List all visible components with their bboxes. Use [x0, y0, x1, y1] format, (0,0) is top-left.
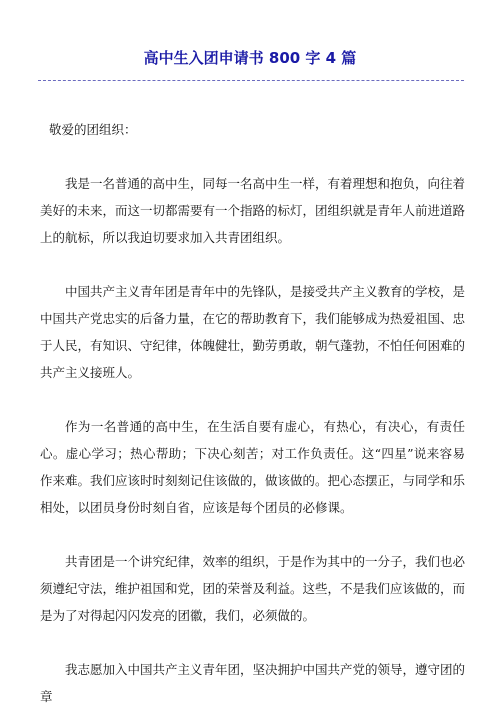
document-title: 高中生入团申请书 800 字 4 篇: [143, 49, 357, 67]
paragraph-2: 中国共产主义青年团是青年中的先锋队，是接受共产主义教育的学校，是中国共产党忠实的后备力量，在它的帮助教育下，我们能够成为热爱祖国、忠于人民，有知识、守纪律，体魄健壮，勤劳勇敢，朝气蓬勃，不怕任何困难的共产主义接班人。: [40, 284, 466, 380]
document-body: [40, 116, 465, 708]
title-divider: [38, 80, 464, 81]
paragraph-5: 我志愿加入中国共产主义青年团，坚决拥护中国共产党的领导，遵守团的章: [40, 662, 466, 704]
paragraph-3: 作为一名普通的高中生，在生活自要有虚心，有热心，有决心，有责任心。虚心学习；热心帮助；下决心刻苦；对工作负责任。这“四星”说来容易作来难。我们应该时时刻刻记住该做的，做该做的。把心态摆正，与同学和乐相处，以团员身份时刻自省，应该是每个团员的必修课。: [40, 419, 466, 515]
paragraph-1: 我是一名普通的高中生，同每一名高中生一样，有着理想和抱负，向往着美好的未来，而这一切都需要有一个指路的标灯，团组织就是青年人前进道路上的航标，所以我迫切要求加入共青团组织。: [40, 176, 466, 245]
salutation: 敬爱的团组织：: [49, 122, 137, 137]
paragraph-4: 共青团是一个讲究纪律，效率的组织，于是作为其中的一分子，我们也必须遵纪守法，维护祖国和党，团的荣誉及利益。这些，不是我们应该做的，而是为了对得起闪闪发亮的团徽，我们，必须做的。: [40, 554, 466, 623]
